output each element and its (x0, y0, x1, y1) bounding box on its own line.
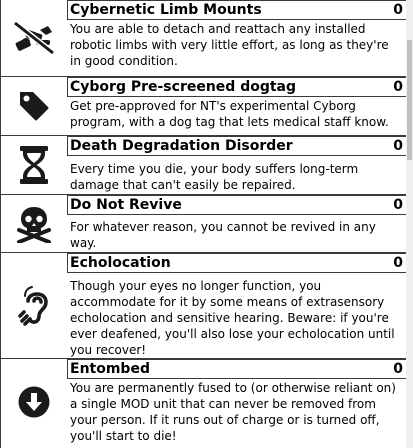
trait-cost: 0 (393, 255, 403, 271)
trait-title: Entombed (70, 361, 150, 377)
skull-crossbones-icon (16, 205, 52, 243)
assistive-listening-icon (17, 285, 51, 327)
trait-icon-cell (1, 195, 67, 252)
trait-cost: 0 (393, 361, 403, 377)
trait-row-cybernetic-limb-mounts[interactable] (1, 0, 407, 77)
no-robot-arm-icon (12, 20, 56, 56)
trait-icon-cell (1, 136, 67, 194)
tag-icon (17, 89, 51, 123)
trait-icon-cell (1, 253, 67, 358)
arrow-circle-down-icon (17, 385, 51, 419)
scrollbar[interactable] (406, 0, 413, 448)
trait-row-cyborg-prescreened-dogtag[interactable] (1, 77, 407, 136)
trait-title: Echolocation (70, 255, 171, 271)
trait-title-bar[interactable] (67, 0, 407, 20)
trait-row-entombed[interactable] (1, 359, 407, 448)
trait-description: Every time you die, your body suffers long-term damage that can't easily be repaired. (70, 162, 359, 192)
trait-icon-cell (1, 77, 67, 135)
trait-title-bar[interactable] (67, 136, 407, 156)
trait-description: You are able to detach and reattach any installed robotic limbs with very little effort, as long as they're in good condition. (70, 22, 389, 68)
trait-title-bar[interactable] (67, 195, 407, 215)
trait-cost: 0 (393, 79, 403, 95)
trait-title: Do Not Revive (70, 197, 182, 213)
trait-description: Get pre-approved for NT's experimental Cyborg program, with a dog tag that lets medical staff know. (70, 99, 389, 129)
trait-cost: 0 (393, 2, 403, 18)
trait-title-bar[interactable] (67, 359, 407, 379)
trait-row-echolocation[interactable] (1, 253, 407, 359)
trait-title: Death Degradation Disorder (70, 138, 293, 154)
trait-row-do-not-revive[interactable] (1, 195, 407, 253)
trait-row-death-degradation-disorder[interactable] (1, 136, 407, 195)
trait-title: Cybernetic Limb Mounts (70, 2, 262, 18)
trait-cost: 0 (393, 197, 403, 213)
trait-description: For whatever reason, you cannot be revived in any way. (70, 220, 376, 250)
trait-title-bar[interactable] (67, 253, 407, 273)
trait-cost: 0 (393, 138, 403, 154)
trait-title: Cyborg Pre-screened dogtag (70, 79, 297, 95)
trait-icon-cell (1, 0, 67, 76)
trait-icon-cell (1, 359, 67, 444)
trait-title-bar[interactable] (67, 77, 407, 97)
trait-description: Though your eyes no longer function, you accommodate for it by some means of extrasensory echolocation and sensitive hearing. Beware: if you're ever deafened, you'll also lose your echolocation until you recover! (70, 279, 395, 357)
scrollbar-thumb[interactable] (407, 40, 412, 160)
hourglass-icon (19, 145, 49, 185)
trait-description: You are permanently fused to (or otherwise reliant on) a single MOD unit that can never be removed from your person. If it runs out of charge or is turned off, you'll start to die! (70, 381, 396, 443)
